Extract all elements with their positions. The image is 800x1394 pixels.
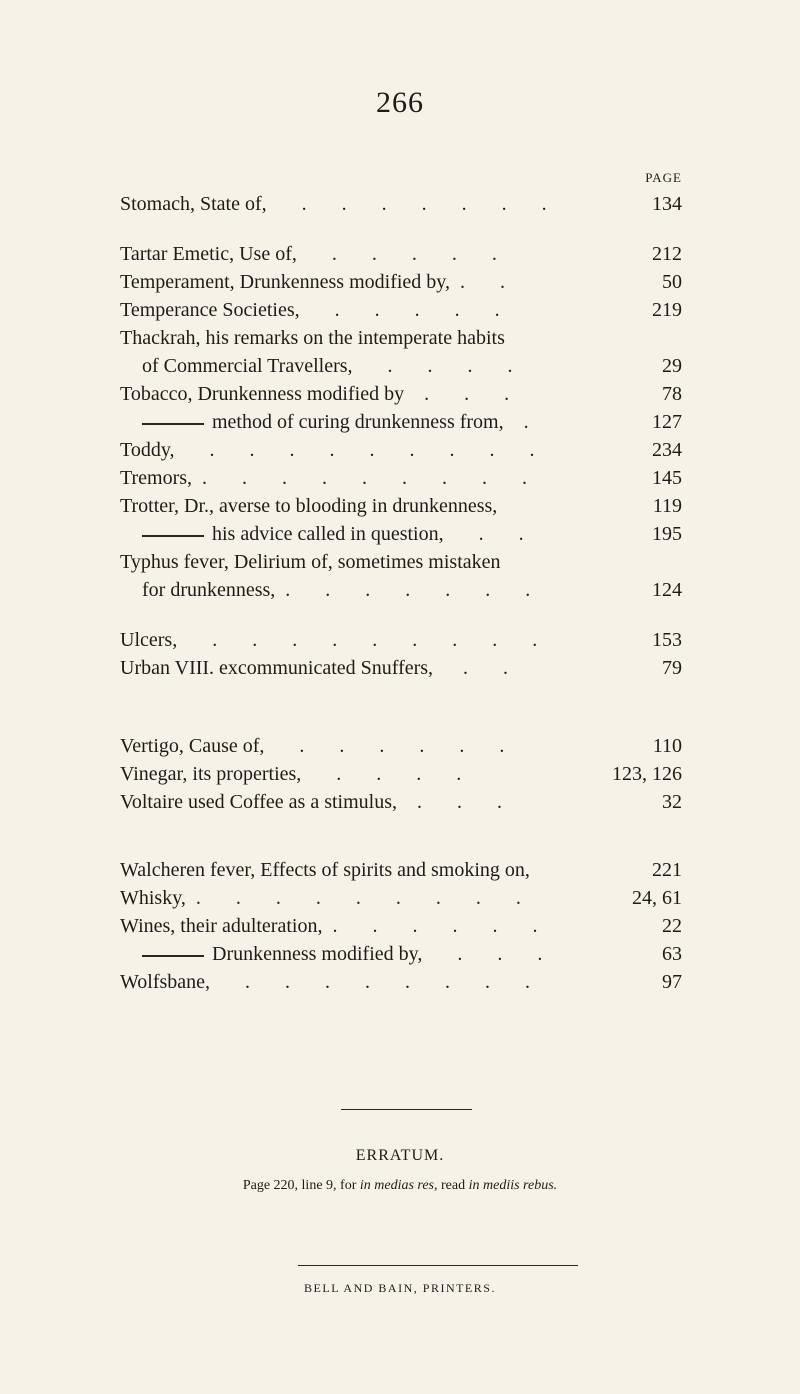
entry-page-ref: 153 <box>652 629 682 651</box>
index-entry <box>120 968 682 996</box>
erratum-title: ERRATUM. <box>355 1147 445 1164</box>
entry-label: Tremors, . . . . . . . . . <box>120 467 528 489</box>
entry-text <box>120 788 502 816</box>
index-entry <box>120 884 682 912</box>
entry-page-ref: 219 <box>652 299 682 321</box>
entry-text <box>120 626 537 654</box>
section-divider <box>341 1109 472 1110</box>
index-entry <box>120 626 682 654</box>
index-entry <box>120 296 682 324</box>
entry-text <box>120 732 504 760</box>
ditto-dash <box>142 953 204 957</box>
index-entry <box>120 940 682 968</box>
erratum-middle: read <box>437 1178 469 1193</box>
entry-text <box>120 296 500 324</box>
entry-text <box>120 912 537 940</box>
entry-label: Urban VIII. excommunicated Snuffers, . . <box>120 657 509 679</box>
index-entry <box>120 190 682 218</box>
entry-label: his advice called in question, . . <box>212 523 524 545</box>
page-number: 266 <box>376 86 424 119</box>
entry-page-ref: 134 <box>652 193 682 215</box>
entry-label: Thackrah, his remarks on the intemperate habits <box>120 327 505 349</box>
entry-label: Drunkenness modified by, . . . <box>212 943 543 965</box>
entry-label: Vinegar, its properties, . . . . <box>120 763 462 785</box>
entry-label: method of curing drunkenness from, . <box>212 411 529 433</box>
entry-text <box>120 884 521 912</box>
ditto-dash <box>142 533 204 537</box>
entry-label: Voltaire used Coffee as a stimulus, . . . <box>120 791 502 813</box>
entry-text <box>120 856 530 884</box>
entry-continuation: of Commercial Travellers, . . . . <box>142 355 513 377</box>
index-entry <box>120 436 682 464</box>
entry-label: Vertigo, Cause of, . . . . . . <box>120 735 505 757</box>
erratum-wrong-phrase: in medias res, <box>359 1178 438 1193</box>
index-entry <box>120 654 682 682</box>
entry-label: Whisky, . . . . . . . . . <box>120 887 521 909</box>
entry-text <box>120 268 505 296</box>
entry-page-ref: 24, 61 <box>632 887 682 909</box>
entry-page-ref: 50 <box>662 271 682 293</box>
entry-page-ref: 124 <box>652 579 682 601</box>
entry-label: Ulcers, . . . . . . . . . <box>120 629 538 651</box>
ditto-dash <box>142 421 204 425</box>
entry-page-ref: 22 <box>662 915 682 937</box>
entry-text <box>120 408 529 436</box>
entry-text <box>120 380 509 408</box>
index-entry <box>120 760 682 788</box>
index-entry <box>120 732 682 760</box>
erratum-correct-phrase: in mediis rebus. <box>468 1178 558 1193</box>
entry-page-ref: 32 <box>662 791 682 813</box>
index-entry <box>120 788 682 816</box>
entry-page-ref: 97 <box>662 971 682 993</box>
index-entry <box>120 520 682 548</box>
entry-page-ref: 110 <box>652 735 682 757</box>
entry-label: Typhus fever, Delirium of, sometimes mistaken <box>120 551 501 573</box>
entry-label: Toddy, . . . . . . . . . <box>120 439 535 461</box>
entry-label: Tartar Emetic, Use of, . . . . . <box>120 243 497 265</box>
entry-text <box>120 654 508 682</box>
entry-page-ref: 78 <box>662 383 682 405</box>
entry-text <box>120 464 527 492</box>
entry-label: Temperament, Drunkenness modified by, . . <box>120 271 505 293</box>
index-entry <box>120 240 682 268</box>
entry-continuation: for drunkenness, . . . . . . . <box>142 579 531 601</box>
entry-label: Trotter, Dr., averse to blooding in drunkenness, <box>120 495 498 517</box>
entry-page-ref: 195 <box>652 523 682 545</box>
entry-page-ref: 63 <box>662 943 682 965</box>
index-entry <box>120 464 682 492</box>
printer-imprint: BELL AND BAIN, PRINTERS. <box>304 1281 496 1295</box>
entry-page-ref: 145 <box>652 467 682 489</box>
entry-page-ref: 119 <box>652 495 682 517</box>
entry-page-ref: 234 <box>652 439 682 461</box>
erratum-prefix: Page 220, line 9, for <box>242 1178 360 1193</box>
index-entry <box>120 268 682 296</box>
entry-text <box>120 190 547 218</box>
entry-page-ref: 79 <box>662 657 682 679</box>
entry-page-ref: 212 <box>652 243 682 265</box>
entry-label: Wines, their adulteration, . . . . . . <box>120 915 538 937</box>
entry-label: Temperance Societies, . . . . . <box>120 299 500 321</box>
page-column-header: PAGE <box>645 170 682 185</box>
entry-text <box>120 492 497 520</box>
entry-text <box>120 548 501 576</box>
entry-page-ref: 221 <box>652 859 682 881</box>
entry-text <box>120 436 535 464</box>
entry-page-ref: 29 <box>662 355 682 377</box>
entry-text <box>120 324 505 352</box>
index-entry <box>120 548 682 604</box>
index-entry <box>120 856 682 884</box>
entry-text <box>120 520 524 548</box>
entry-page-ref: 127 <box>652 411 682 433</box>
entry-page-ref: 123, 126 <box>612 763 682 785</box>
index-entry <box>120 492 682 520</box>
index-entry <box>120 324 682 380</box>
entry-label: Walcheren fever, Effects of spirits and smoking on, <box>120 859 530 881</box>
index-entry <box>120 912 682 940</box>
index-entry <box>120 380 682 408</box>
entry-text <box>120 968 530 996</box>
printer-divider <box>298 1265 578 1266</box>
entry-label: Wolfsbane, . . . . . . . . <box>120 971 531 993</box>
entry-label: Stomach, State of, . . . . . . . <box>120 193 547 215</box>
entry-text <box>120 240 497 268</box>
erratum-text <box>0 1178 800 1194</box>
entry-text <box>120 940 542 968</box>
entry-label: Tobacco, Drunkenness modified by . . . <box>120 383 510 405</box>
entry-text <box>120 760 461 788</box>
index-entry <box>120 408 682 436</box>
